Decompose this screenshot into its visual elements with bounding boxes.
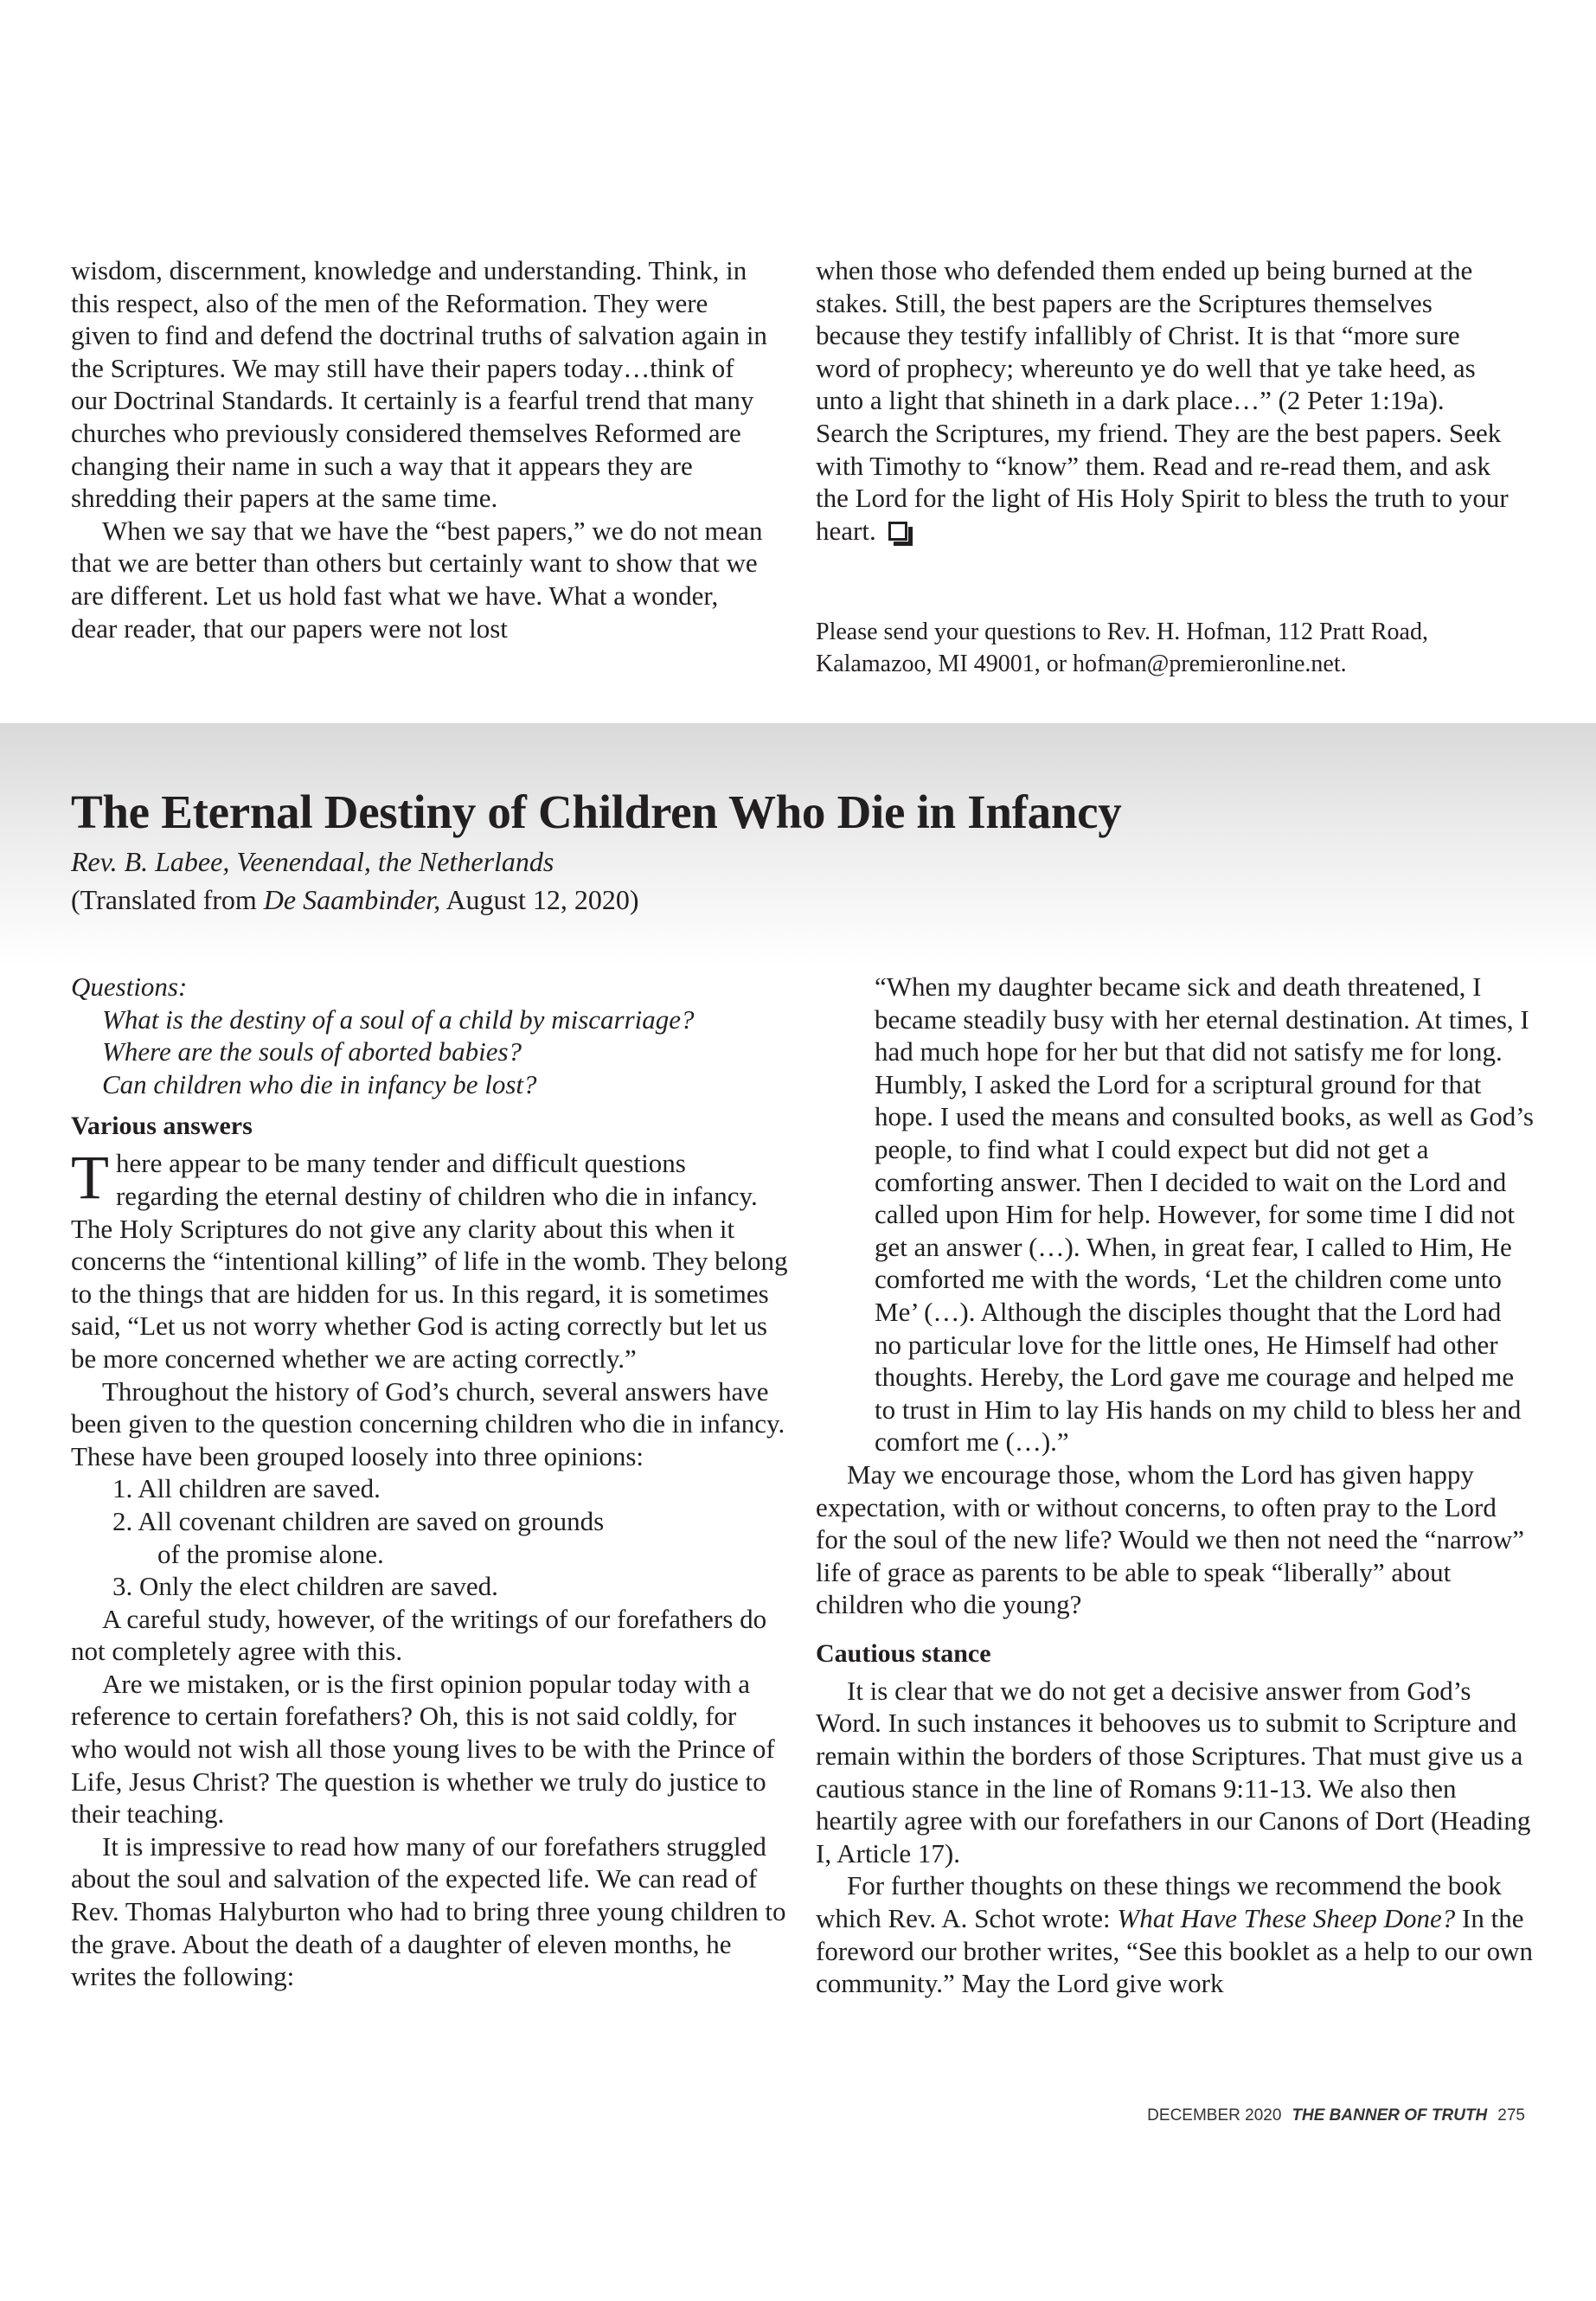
article-title: The Eternal Destiny of Children Who Die in Infancy xyxy=(71,785,1122,838)
page-footer xyxy=(1147,2106,1525,2125)
footer-magazine: THE BANNER OF TRUTH xyxy=(1292,2106,1488,2125)
source-publication: De Saambinder, xyxy=(263,884,441,915)
footer-date: DECEMBER 2020 xyxy=(1147,2106,1282,2125)
previous-article-right-column xyxy=(816,254,1512,547)
list-item: 1. All children are saved. xyxy=(112,1473,381,1504)
book-title: What Have These Sheep Done? xyxy=(1117,1903,1456,1934)
list-item: 3. Only the elect children are saved. xyxy=(112,1571,498,1602)
question-item: Where are the souls of aborted babies? xyxy=(102,1036,522,1067)
block-quote: “When my daughter became sick and death threatened, I became steadily busy with her eternal destination. At times, I had much hope for her but that did not satisfy me for long. Humbly, I asked the Lord for a scriptural ground for that hope. I used the means and consulted books, as well as God’s people, to find what I could expect but did not get a comforting answer. Then I decided to wait on the Lord and called upon Him for help. However, for some time I did not get an answer (…). When, in great fear, I called to Him, He comforted me with the words, ‘Let the children come unto Me’ (…). Although the disciples thought that the Lord had no particular love for the little ones, He Himself had other thoughts. Hereby, the Lord gave me courage and helped me to trust in Him to lay His hands on my child to bless her and comfort me (…).” xyxy=(875,971,1534,1458)
article-right-column xyxy=(816,971,1534,2000)
paragraph xyxy=(816,1869,1534,1999)
article-source xyxy=(71,882,639,917)
paragraph-text: In the foreword our brother writes, “See this booklet as a help to our own community.” May the Lord give work xyxy=(816,1903,1534,1999)
paragraph: Throughout the history of God’s church, several answers have been given to the question concerning children who die in infancy. These have been grouped loosely into three opinions: xyxy=(71,1375,785,1471)
article-author: Rev. B. Labee, Veenendaal, the Netherlands xyxy=(71,846,554,877)
paragraph-text: here appear to be many tender and difficult questions regarding the eternal destiny of children who die in infancy. The Holy Scriptures do not give any clarity about this when it concerns the “intentional killing” of life in the womb. They belong to the things that are hidden for us. In this regard, it is sometimes said, “Let us not worry whether God is acting correctly but let us be more concerned whether we are acting correctly.” xyxy=(71,1148,788,1374)
paragraph: A careful study, however, of the writings of our forefathers do not completely agree with this. xyxy=(71,1603,767,1667)
paragraph: It is impressive to read how many of our forefathers struggled about the soul and salvation of the expected life. We can read of Rev. Thomas Halyburton who had to bring three young children to the grave. About the death of a daughter of eleven months, he writes the following: xyxy=(71,1830,786,1992)
list-item-continuation: of the promise alone. xyxy=(157,1538,384,1569)
drop-cap: T xyxy=(71,1143,109,1213)
paragraph: wisdom, discernment, knowledge and understanding. Think, in this respect, also of the men of the Reformation. They were given to find and defend the doctrinal truths of salvation again in the Scriptures. We may still have their papers today…think of our Doctrinal Standards. It certainly is a fearful trend that many churches who previously considered themselves Reformed are changing their name in such a way that it appears they are shredding their papers at the same time. xyxy=(71,255,767,514)
paragraph-text: For further thoughts on these things we recommend the book which Rev. A. Schot wrote: xyxy=(816,1870,1502,1934)
end-of-article-icon xyxy=(888,522,907,541)
paragraph: May we encourage those, whom the Lord has given happy expectation, with or without concerns, to often pray to the Lord for the soul of the new life? Would we then not need the “narrow” life of grace as parents to be able to speak “liberally” about children who die young? xyxy=(816,1458,1525,1620)
paragraph xyxy=(816,254,1512,547)
contact-note: Please send your questions to Rev. H. Hofman, 112 Pratt Road, Kalamazoo, MI 49001, or hofman@premieronline.net. xyxy=(816,619,1428,677)
section-heading-various-answers: Various answers xyxy=(71,1112,253,1141)
paragraph: Are we mistaken, or is the first opinion popular today with a reference to certain forefathers? Oh, this is not said coldly, for who would not wish all those young lives to be with the Prince of Life, Jesus Christ? The question is whether we truly do justice to their teaching. xyxy=(71,1668,775,1830)
question-item: What is the destiny of a soul of a child by miscarriage? xyxy=(102,1003,695,1035)
source-suffix: August 12, 2020) xyxy=(440,884,639,915)
paragraph: It is clear that we do not get a decisive answer from God’s Word. In such instances it behooves us to submit to Scripture and remain within the borders of those Scriptures. That must give us a cautious stance in the line of Romans 9:11-13. We also then heartily agree with our forefathers in our Canons of Dort (Heading I, Article 17). xyxy=(816,1675,1531,1868)
list-item: 2. All covenant children are saved on grounds xyxy=(112,1505,605,1536)
paragraph-text: when those who defended them ended up being burned at the stakes. Still, the best papers are the Scriptures themselves because they testify infallibly of Christ. It is that “more sure word of prophecy; whereunto ye do well that ye take heed, as unto a light that shineth in a dark place…” (2 Peter 1:19a). Search the Scriptures, my friend. They are the best papers. Seek with Timothy to “know” them. Read and re-read them, and ask the Lord for the light of His Holy Spirit to bless the truth to your heart. xyxy=(816,255,1509,546)
page-number: 275 xyxy=(1497,2106,1525,2125)
question-item: Can children who die in infancy be lost? xyxy=(102,1068,537,1099)
article-left-column xyxy=(71,971,789,1993)
source-prefix: (Translated from xyxy=(71,884,264,915)
paragraph: When we say that we have the “best papers,” we do not mean that we are better than others but certainly want to show that we are different. Let us hold fast what we have. What a wonder, dear reader, that our papers were not lost xyxy=(71,515,763,644)
paragraph xyxy=(71,1143,789,1375)
section-heading-cautious-stance: Cautious stance xyxy=(816,1638,991,1668)
questions-label: Questions: xyxy=(71,971,188,1002)
previous-article-left-column xyxy=(71,254,767,644)
